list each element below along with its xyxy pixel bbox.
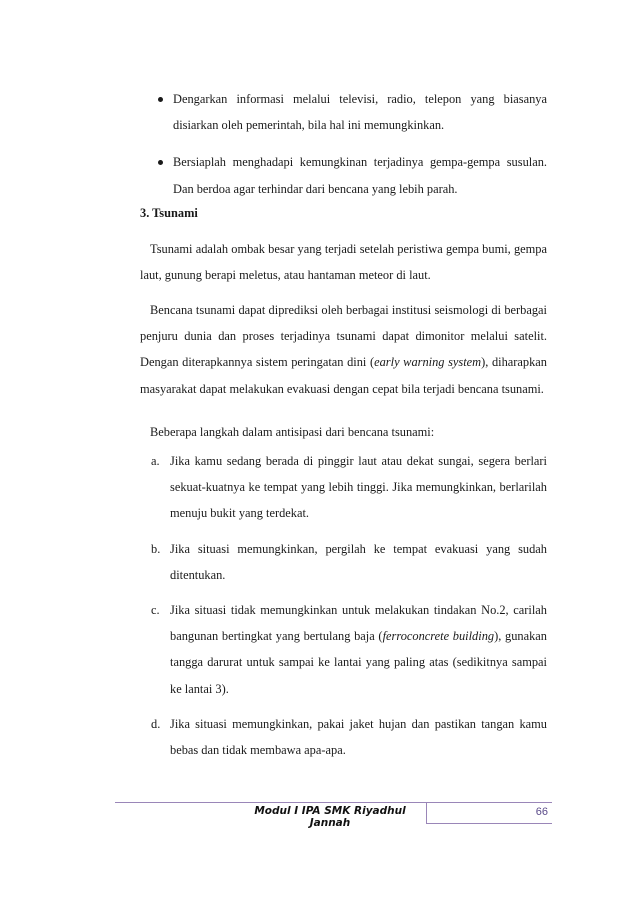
step-marker: a.	[151, 454, 160, 468]
step-item: b. Jika situasi memungkinkan, pergilah ke tempat evakuasi yang sudah ditentukan.	[151, 536, 547, 588]
bullet-list	[155, 86, 547, 213]
step-item: c. Jika situasi tidak memungkinkan untuk melakukan tindakan No.2, carilah bangunan bertingkat yang bertulang baja (ferroconcrete building), gunakan tangga darurat untuk sampai ke lantai yang paling atas (sedikitnya sampai ke lantai 3).	[151, 597, 547, 702]
step-marker: d.	[151, 716, 161, 731]
step-marker: b.	[151, 541, 161, 556]
paragraph-steps-intro: Beberapa langkah dalam antisipasi dari bencana tsunami:	[150, 425, 435, 439]
bullet-item: Bersiaplah menghadapi kemungkinan terjadinya gempa-gempa susulan. Dan berdoa agar terhindar dari bencana yang lebih parah.	[155, 149, 547, 201]
page-number: 66	[535, 806, 548, 818]
step-marker: c.	[151, 603, 160, 618]
section-heading: 3. Tsunami	[140, 206, 198, 220]
bullet-dot-icon	[158, 160, 163, 165]
step-item: d. Jika situasi memungkinkan, pakai jaket hujan dan pastikan tangan kamu bebas dan tidak membawa apa-apa.	[151, 711, 547, 763]
bullet-item: Dengarkan informasi melalui televisi, radio, telepon yang biasanya disiarkan oleh pemerintah, bila hal ini memungkinkan.	[155, 86, 547, 138]
bullet-dot-icon	[158, 97, 163, 102]
paragraph-prediction: Bencana tsunami dapat diprediksi oleh berbagai institusi seismologi di berbagai penjuru dunia dan proses terjadinya tsunami dapat dimonitor melalui satelit. Dengan diterapkannya sistem peringatan dini (early warning system), diharapkan masyarakat dapat melakukan evakuasi dengan cepat bila terjadi bencana tsunami.	[140, 303, 547, 396]
footer-title: Modul I IPA SMK Riyadhul Jannah	[254, 805, 406, 829]
step-item: a. Jika kamu sedang berada di pinggir laut atau dekat sungai, segera berlari sekuat-kuatnya ke tempat yang lebih tinggi. Jika memungkinkan, berlarilah menuju bukit yang terdekat.	[151, 448, 547, 527]
steps-list	[151, 448, 547, 772]
paragraph-definition: Tsunami adalah ombak besar yang terjadi setelah peristiwa gempa bumi, gempa laut, gunung berapi meletus, atau hantaman meteor di laut.	[140, 242, 547, 283]
